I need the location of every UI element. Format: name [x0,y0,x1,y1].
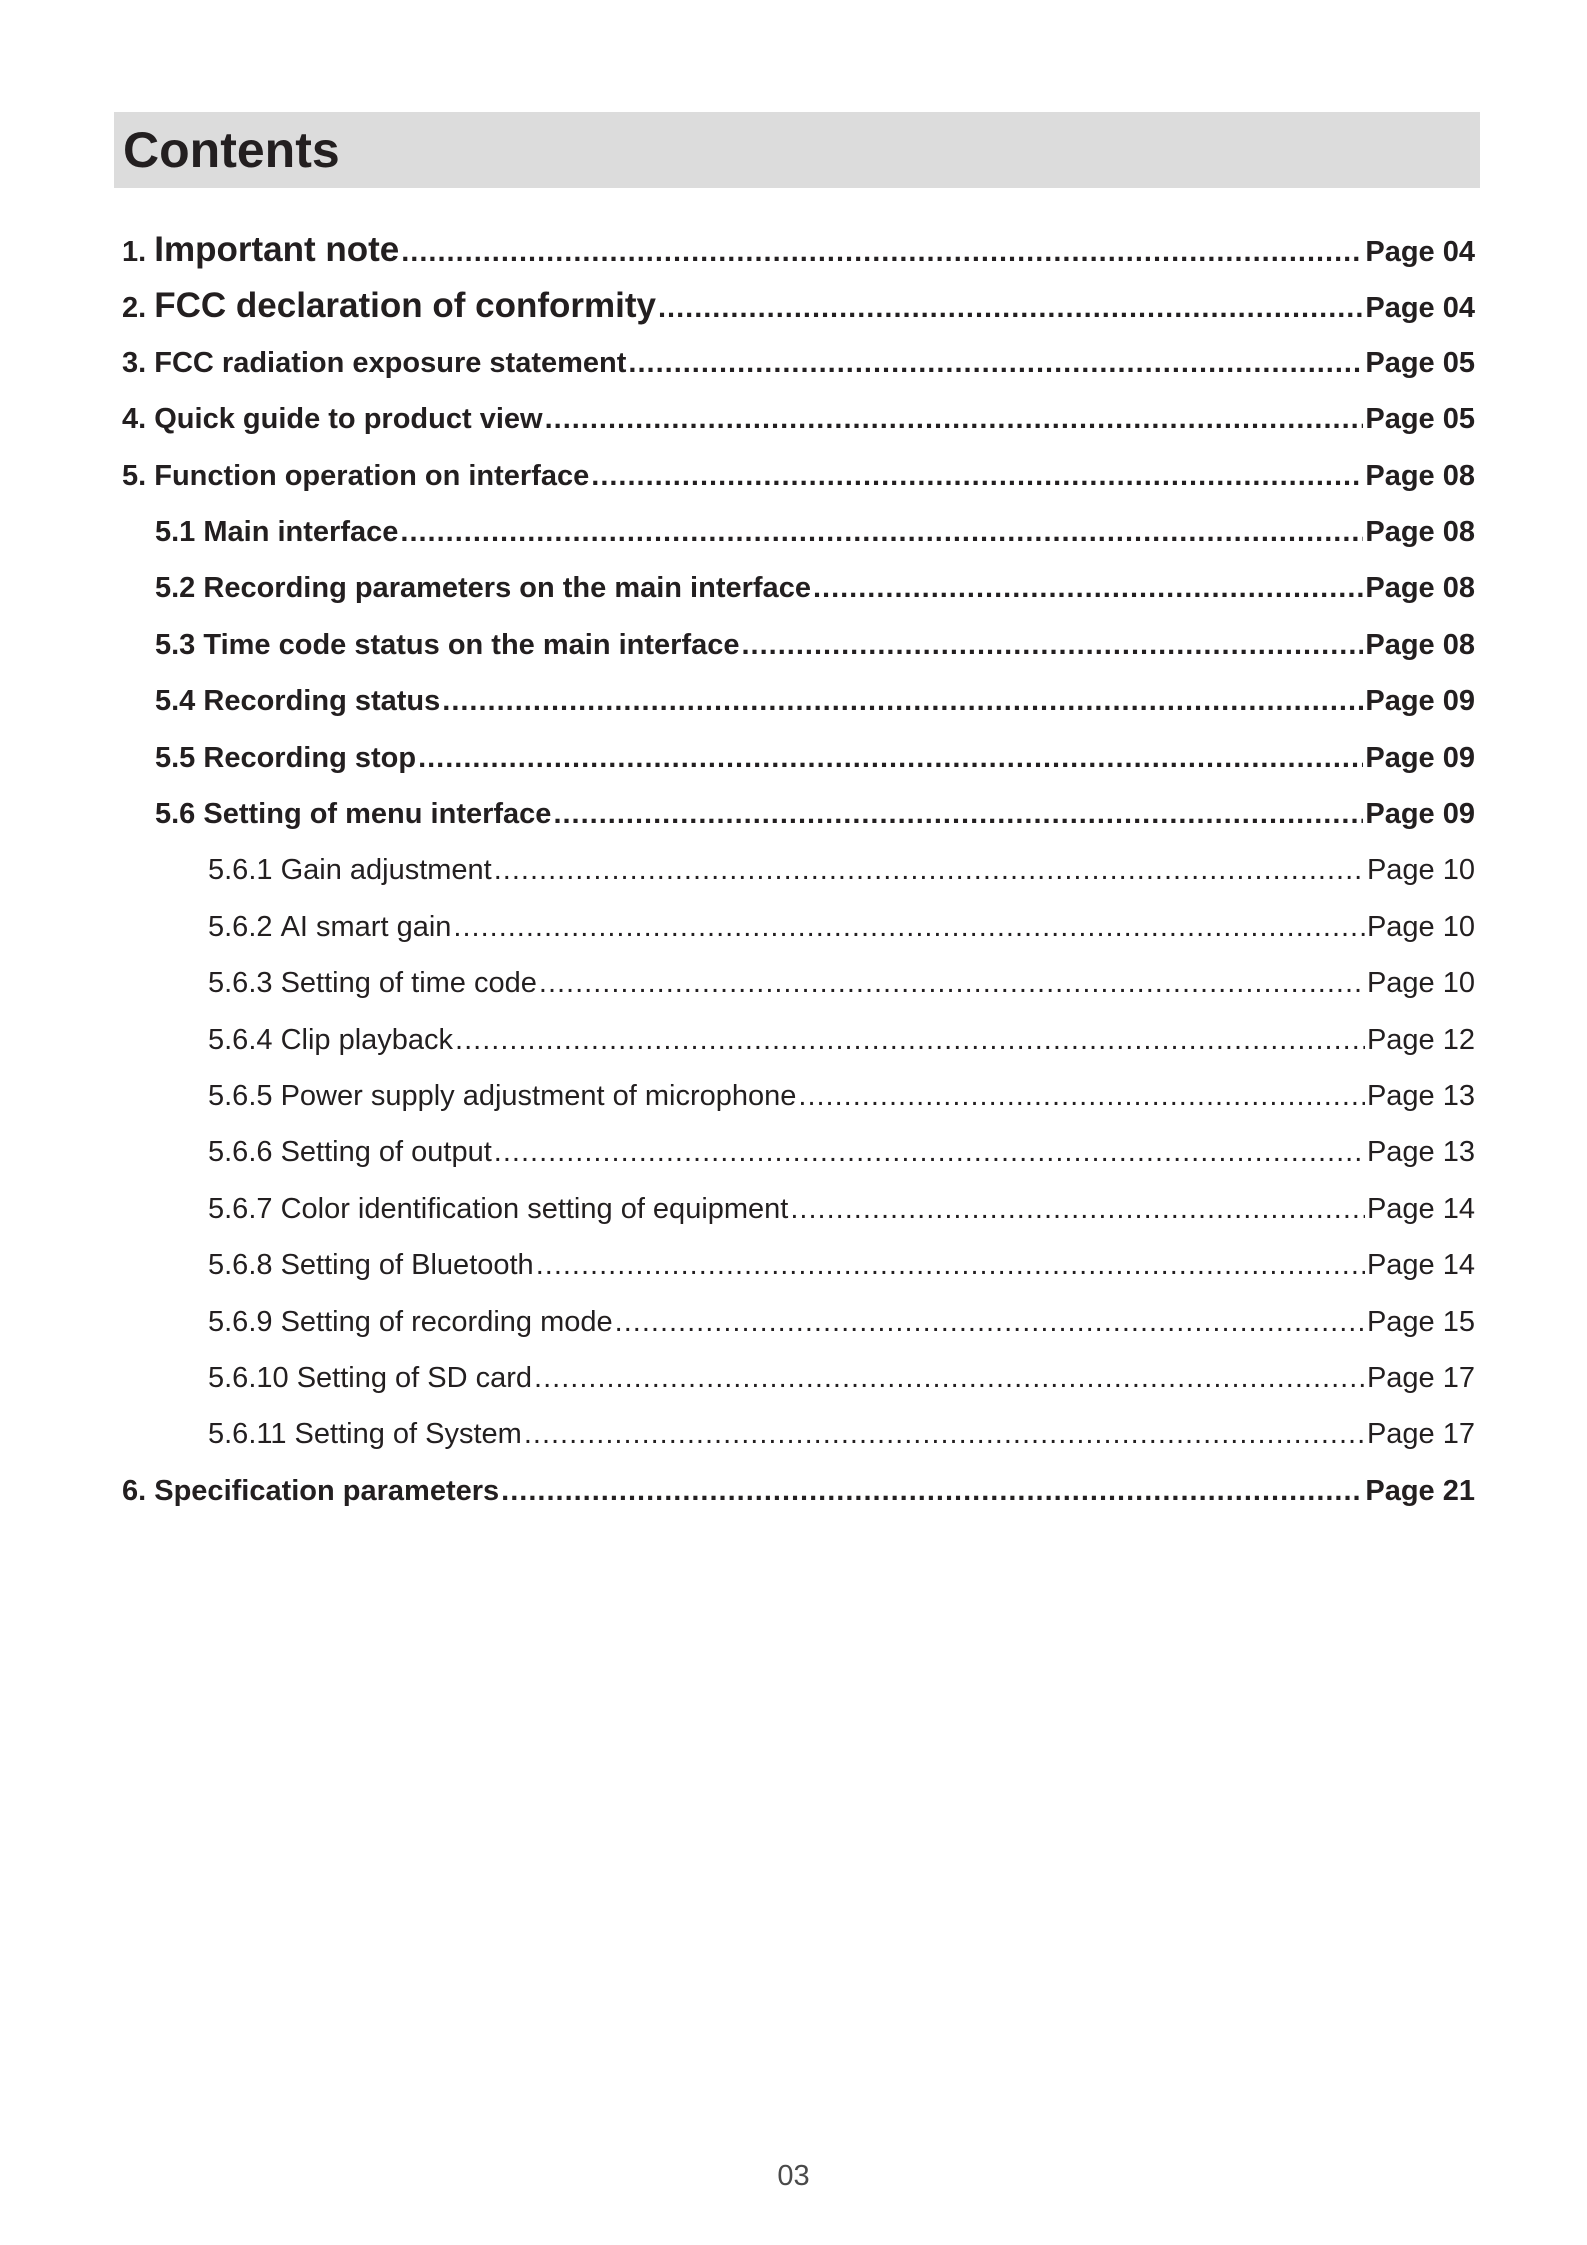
toc-entry-label: Setting of SD card [296,1362,533,1394]
toc-entry-number: 5.6.10 [208,1362,289,1394]
toc-entry-number: 5.6.2 [208,911,273,943]
toc-entry-label: Color identification setting of equipment [280,1193,789,1225]
toc-entry-page: Page 08 [1365,629,1475,661]
toc-entry-page: Page 10 [1366,911,1475,943]
toc-entry-spacer [273,1241,281,1289]
toc-entry[interactable] [155,734,1475,782]
toc-entry-spacer [273,846,281,894]
toc-entry-page: Page 21 [1365,1475,1475,1507]
toc-entry-page: Page 10 [1366,967,1475,999]
toc-entry-page: Page 08 [1365,460,1475,492]
toc-entry-page: Page 04 [1365,292,1475,324]
toc-entry-page: Page 17 [1366,1362,1475,1394]
toc-entry[interactable] [208,1241,1475,1289]
toc-entry-label: Setting of output [280,1136,492,1168]
toc-leader-dots [790,1185,1365,1233]
toc-entry[interactable] [208,1072,1475,1120]
toc-entry-number: 2. [122,292,147,324]
toc-entry-spacer [273,903,281,951]
toc-leader-dots [501,1467,1363,1515]
toc-leader-dots [591,452,1363,500]
toc-entry-label: Recording stop [203,742,417,774]
toc-entry-spacer [146,395,154,443]
toc-entry-spacer [195,790,203,838]
toc-entry[interactable] [122,1467,1475,1515]
toc-entry-spacer [289,1354,297,1402]
toc-entry-number: 5.6.8 [208,1249,273,1281]
toc-entry-label: Setting of menu interface [203,798,552,830]
toc-entry-label: Time code status on the main interface [203,629,740,661]
toc-entry-page: Page 13 [1366,1136,1475,1168]
toc-entry-number: 5.6.5 [208,1080,273,1112]
toc-entry-label: Important note [154,230,400,269]
toc-entry-spacer [195,621,203,669]
toc-leader-dots [524,1410,1365,1458]
toc-entry-label: AI smart gain [280,911,452,943]
toc-entry-number: 5. [122,460,147,492]
toc-entry-page: Page 09 [1365,685,1475,717]
toc-entry-page: Page 14 [1366,1249,1475,1281]
toc-entry[interactable] [122,339,1475,387]
toc-leader-dots [536,1241,1365,1289]
toc-entry-label: FCC declaration of conformity [154,286,656,325]
toc-leader-dots [442,677,1363,725]
toc-entry[interactable] [155,790,1475,838]
toc-entry-label: Function operation on interface [154,460,590,492]
toc-entry-label: Setting of System [294,1418,522,1450]
toc-entry-number: 4. [122,403,147,435]
toc-entry-page: Page 09 [1365,798,1475,830]
toc-leader-dots [628,339,1363,387]
page-title: Contents [123,122,340,178]
toc-entry-spacer [146,1467,154,1515]
toc-entry-page: Page 05 [1365,347,1475,379]
toc-entry-page: Page 12 [1366,1024,1475,1056]
toc-leader-dots [418,734,1363,782]
toc-entry[interactable] [122,452,1475,500]
toc-entry-label: Clip playback [280,1024,454,1056]
toc-entry-page: Page 13 [1366,1080,1475,1112]
toc-leader-dots [545,395,1364,443]
toc-entry-page: Page 09 [1365,742,1475,774]
toc-entry-page: Page 17 [1366,1418,1475,1450]
toc-entry-spacer [195,564,203,612]
toc-entry-number: 5.1 [155,516,196,548]
toc-leader-dots [494,846,1365,894]
toc-entry-number: 5.4 [155,685,196,717]
toc-entry-number: 1. [122,236,147,268]
toc-entry-number: 5.6.4 [208,1024,273,1056]
toc-entry[interactable] [208,1410,1475,1458]
toc-entry-spacer [273,959,281,1007]
toc-entry-label: Main interface [203,516,399,548]
toc-entry-spacer [273,1128,281,1176]
toc-entry[interactable] [208,1298,1475,1346]
toc-entry[interactable] [208,1354,1475,1402]
toc-entry-number: 5.6.3 [208,967,273,999]
toc-leader-dots [813,564,1363,612]
toc-entry-number: 5.3 [155,629,196,661]
toc-entry-spacer [195,734,203,782]
toc-entry-page: Page 15 [1366,1306,1475,1338]
toc-entry[interactable] [155,677,1475,725]
toc-entry-spacer [273,1072,281,1120]
toc-entry-spacer [286,1410,294,1458]
toc-entry-page: Page 04 [1365,236,1475,268]
toc-entry-spacer [273,1016,281,1064]
toc-entry-spacer [146,339,154,387]
toc-leader-dots [453,903,1365,951]
page-number: 03 [777,2160,810,2192]
toc-entry-page: Page 05 [1365,403,1475,435]
toc-entry-spacer [146,228,154,276]
toc-entry[interactable] [208,1128,1475,1176]
toc-entry-spacer [195,677,203,725]
toc-entry-label: Specification parameters [154,1475,500,1507]
toc-entry[interactable] [155,621,1475,669]
toc-entry-number: 5.2 [155,572,196,604]
toc-entry-spacer [195,508,203,556]
toc-entry[interactable] [122,226,1475,274]
toc-entry[interactable] [208,1016,1475,1064]
toc-entry-number: 5.6.6 [208,1136,273,1168]
toc-entry[interactable] [208,959,1475,1007]
toc-entry-page: Page 14 [1366,1193,1475,1225]
toc-leader-dots [534,1354,1365,1402]
toc-leader-dots [400,508,1363,556]
toc-entry-label: Gain adjustment [280,854,492,886]
toc-entry-label: FCC radiation exposure statement [154,347,627,379]
toc-entry-label: Setting of time code [280,967,537,999]
toc-entry-label: Recording status [203,685,441,717]
toc-entry-number: 5.6.11 [208,1418,287,1450]
toc-entry-spacer [146,452,154,500]
toc-entry[interactable] [208,846,1475,894]
toc-entry[interactable] [208,1185,1475,1233]
toc-entry-spacer [273,1185,281,1233]
toc-entry-label: Quick guide to product view [154,403,543,435]
toc-leader-dots [615,1298,1365,1346]
toc-entry-number: 5.6.9 [208,1306,273,1338]
toc-entry[interactable] [155,564,1475,612]
toc-entry[interactable] [208,903,1475,951]
toc-leader-dots [798,1072,1365,1120]
toc-leader-dots [494,1128,1365,1176]
toc-leader-dots [401,228,1363,276]
toc-entry[interactable] [122,395,1475,443]
toc-entry-number: 3. [122,347,147,379]
toc-entry[interactable] [155,508,1475,556]
toc-entry-number: 6. [122,1475,147,1507]
toc-entry-page: Page 10 [1366,854,1475,886]
toc-entry-label: Recording parameters on the main interface [203,572,811,604]
toc-entry-page: Page 08 [1365,516,1475,548]
toc-entry-spacer [146,284,154,332]
toc-entry-number: 5.6 [155,798,196,830]
toc-leader-dots [455,1016,1365,1064]
toc-leader-dots [539,959,1365,1007]
toc-entry-number: 5.6.7 [208,1193,273,1225]
toc-entry[interactable] [122,282,1475,330]
toc-entry-page: Page 08 [1365,572,1475,604]
toc-entry-number: 5.6.1 [208,854,273,886]
toc-entry-spacer [273,1298,281,1346]
toc-entry-number: 5.5 [155,742,196,774]
toc-entry-label: Setting of Bluetooth [280,1249,534,1281]
toc-entry-label: Setting of recording mode [280,1306,613,1338]
toc-leader-dots [553,790,1363,838]
toc-entry-label: Power supply adjustment of microphone [280,1080,797,1112]
toc-leader-dots [658,284,1363,332]
toc-leader-dots [742,621,1364,669]
